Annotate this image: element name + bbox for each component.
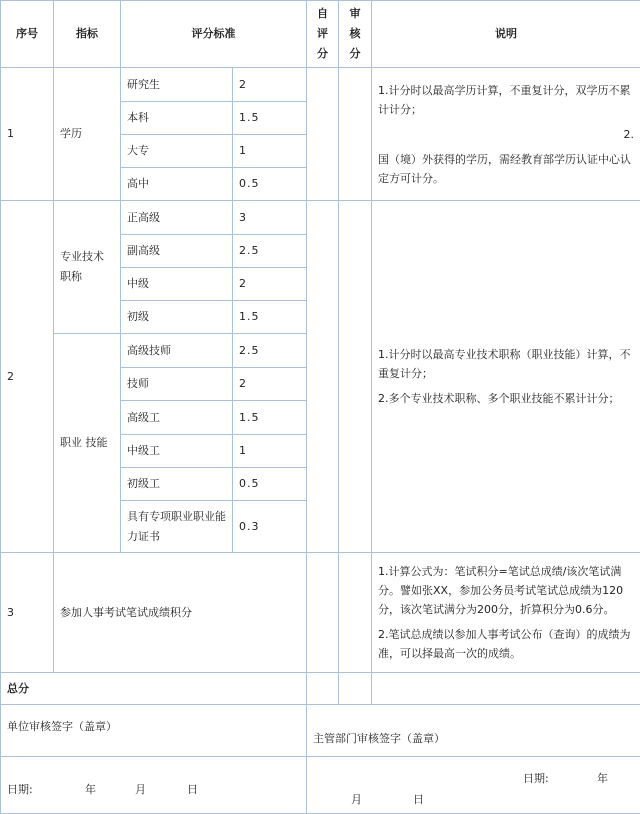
header-review-char: 分 (345, 44, 365, 64)
note-line: 1.计算公式为：笔试积分=笔试总成绩/该次笔试满分。譬如张XX，参加公务员考试笔试总成绩为120分，该次笔试满分为200分，折算积分为0.6分。 (378, 562, 634, 619)
header-review-score (339, 1, 372, 68)
review-score-cell[interactable] (339, 201, 372, 553)
dept-date-cell (307, 757, 640, 814)
note-line: 国（境）外获得的学历，需经教育部学历认证中心认定方可计分。 (378, 150, 634, 188)
total-row (1, 673, 640, 705)
criteria-label: 中级工 (121, 435, 233, 468)
header-review-char: 审 (345, 4, 365, 24)
criteria-label: 初级 (121, 301, 233, 334)
criteria-label: 大专 (121, 135, 233, 168)
criteria-score: 0.5 (233, 468, 307, 501)
date-month: 月 (351, 790, 362, 810)
self-score-cell[interactable] (307, 68, 339, 201)
date-label: 日期: (523, 769, 549, 789)
unit-signature: 单位审核签字（盖章） (1, 705, 307, 757)
header-criteria: 评分标准 (121, 1, 307, 68)
section-1-note (372, 68, 640, 201)
unit-date-cell (1, 757, 307, 814)
note-line: 2.多个专业技术职称、多个职业技能不累计计分； (378, 389, 634, 408)
criteria-label: 正高级 (121, 201, 233, 235)
criteria-score: 2 (233, 268, 307, 301)
criteria-score: 1 (233, 435, 307, 468)
date-day: 日 (413, 790, 424, 810)
signature-row (1, 705, 640, 757)
criteria-label: 技师 (121, 368, 233, 401)
criteria-score: 0.3 (233, 501, 307, 553)
header-review-char: 核 (345, 24, 365, 44)
criteria-score: 0.5 (233, 168, 307, 201)
review-score-cell[interactable] (339, 553, 372, 673)
date-year: 年 (597, 769, 608, 789)
section-2-seq: 2 (1, 201, 54, 553)
criteria-label: 具有专项职业职业能力证书 (121, 501, 233, 553)
date-year: 年 (85, 780, 96, 800)
dept-signature: 主管部门审核签字（盖章） (307, 705, 640, 757)
criteria-score: 2.5 (233, 334, 307, 368)
criteria-label: 初级工 (121, 468, 233, 501)
table-row (1, 68, 640, 102)
criteria-score: 2 (233, 368, 307, 401)
criteria-label: 高级工 (121, 401, 233, 435)
date-label: 日期: (7, 780, 33, 800)
total-note-cell (372, 673, 640, 705)
criteria-label: 高中 (121, 168, 233, 201)
criteria-score: 1 (233, 135, 307, 168)
date-row (1, 757, 640, 814)
criteria-label: 高级技师 (121, 334, 233, 368)
header-self-char: 自 (313, 4, 332, 24)
total-review-score-cell[interactable] (339, 673, 372, 705)
criteria-score: 2.5 (233, 235, 307, 268)
criteria-score: 3 (233, 201, 307, 235)
criteria-score: 1.5 (233, 301, 307, 334)
self-score-cell[interactable] (307, 201, 339, 553)
header-note: 说明 (372, 1, 640, 68)
table-row (1, 553, 640, 673)
section-1-seq: 1 (1, 68, 54, 201)
header-self-char: 评 (313, 24, 332, 44)
note-line: 2.笔试总成绩以参加人事考试公布（查询）的成绩为准，可以择最高一次的成绩。 (378, 625, 634, 663)
criteria-score: 1.5 (233, 102, 307, 135)
date-month: 月 (135, 780, 146, 800)
header-self-score (307, 1, 339, 68)
section-2-indicator-skill: 职业 技能 (54, 334, 121, 553)
table-row (1, 201, 640, 235)
note-line: 1.计分时以最高专业技术职称（职业技能）计算，不重复计分； (378, 345, 634, 383)
date-day: 日 (187, 780, 198, 800)
section-2-indicator-title: 专业技术职称 (54, 201, 121, 334)
note-line: 2. (378, 125, 634, 144)
criteria-label: 副高级 (121, 235, 233, 268)
criteria-score: 1.5 (233, 401, 307, 435)
section-3-note (372, 553, 640, 673)
total-label: 总分 (1, 673, 307, 705)
criteria-label: 研究生 (121, 68, 233, 102)
criteria-label: 中级 (121, 268, 233, 301)
section-2-note (372, 201, 640, 553)
review-score-cell[interactable] (339, 68, 372, 201)
criteria-label: 本科 (121, 102, 233, 135)
header-seq: 序号 (1, 1, 54, 68)
section-3-seq: 3 (1, 553, 54, 673)
header-indicator: 指标 (54, 1, 121, 68)
header-row (1, 1, 640, 68)
section-3-indicator: 参加人事考试笔试成绩积分 (54, 553, 307, 673)
header-self-char: 分 (313, 44, 332, 64)
criteria-score: 2 (233, 68, 307, 102)
section-1-indicator: 学历 (54, 68, 121, 201)
self-score-cell[interactable] (307, 553, 339, 673)
total-self-score-cell[interactable] (307, 673, 339, 705)
note-line: 1.计分时以最高学历计算，不重复计分，双学历不累计计分； (378, 81, 634, 119)
